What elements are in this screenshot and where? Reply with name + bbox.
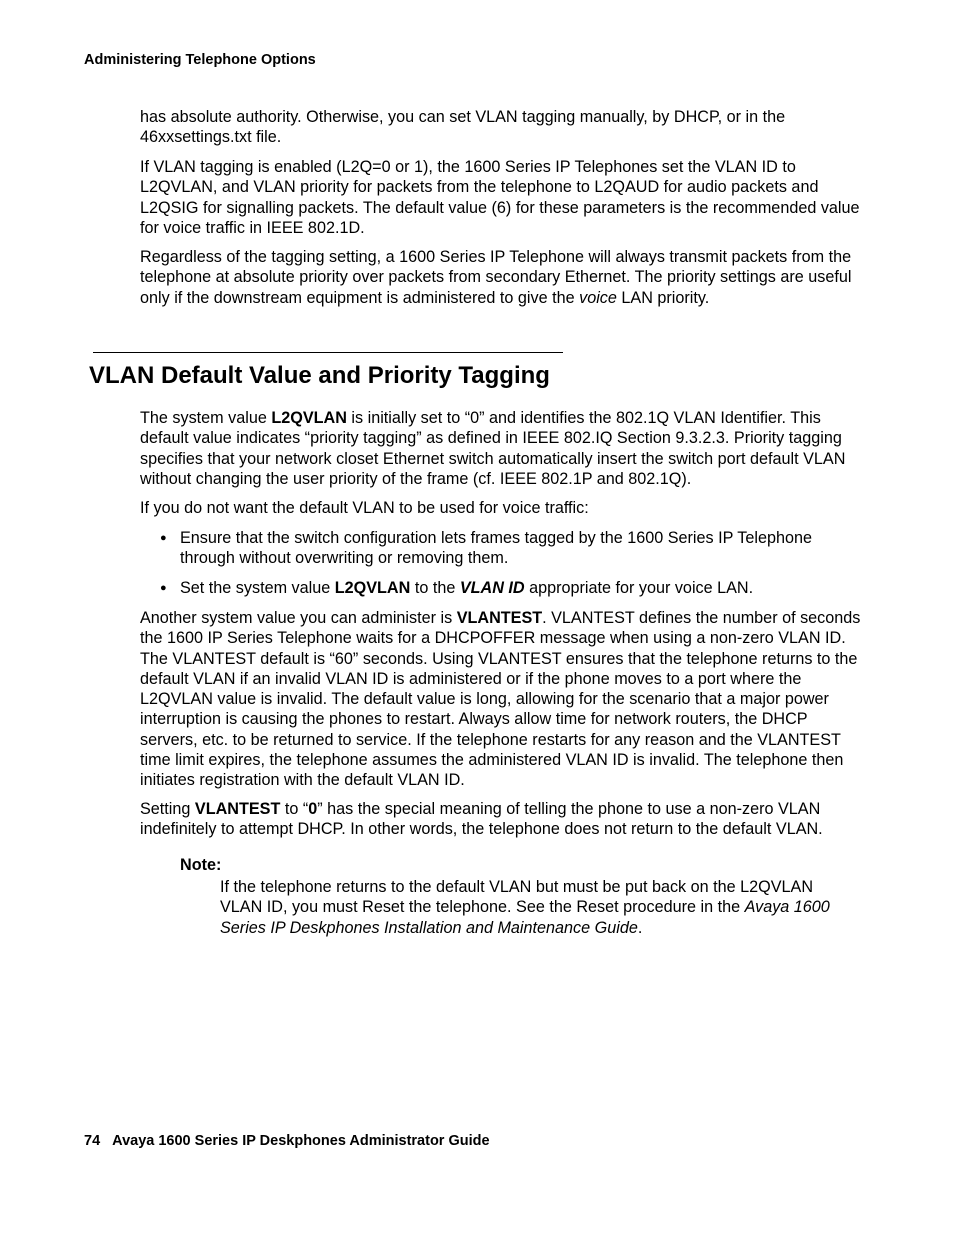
running-header: Administering Telephone Options bbox=[84, 52, 316, 68]
section-paragraph-4: Setting VLANTEST to “0” has the special meaning of telling the phone to use a non-zero VLAN indefinitely to attempt DHCP. In other words, the telephone does not return to the default VLAN. bbox=[140, 800, 823, 839]
guide-title-reference: Avaya 1600 Series IP Deskphones Installation and Maintenance Guide bbox=[220, 898, 830, 937]
footer-doc-title: Avaya 1600 Series IP Deskphones Administrator Guide bbox=[112, 1133, 490, 1149]
note-text: If the telephone returns to the default VLAN but must be put back on the L2QVLAN VLAN ID, you must Reset the telephone. See the Reset procedure in the Avaya 1600 Series IP Deskphones Installation and Maintenance Guide. bbox=[220, 878, 830, 937]
term-vlan-id: VLAN ID bbox=[459, 579, 525, 597]
intro-paragraph-3: Regardless of the tagging setting, a 1600 Series IP Telephone will always transmit packets from the telephone at absolute priority over packets from secondary Ethernet. The priority settings are useful only if the downstream equipment is administered to give the voice LAN priority. bbox=[140, 248, 852, 307]
section-heading: VLAN Default Value and Priority Tagging bbox=[89, 362, 550, 389]
term-vlantest: VLANTEST bbox=[194, 800, 281, 818]
intro-paragraph-2: If VLAN tagging is enabled (L2Q=0 or 1), the 1600 Series IP Telephones set the VLAN ID to L2QVLAN, and VLAN priority for packets from the telephone to L2QAUD for audio packets and L2QSIG for signalling packets. The default value (6) for these parameters is the recommended value for voice traffic in IEEE 802.1D. bbox=[140, 158, 860, 237]
page-footer bbox=[84, 1133, 490, 1149]
value-zero: 0 bbox=[308, 800, 318, 818]
section-divider bbox=[93, 352, 563, 353]
bullet-text: Set the system value L2QVLAN to the VLAN ID appropriate for your voice LAN. bbox=[180, 579, 754, 597]
bullet-text: Ensure that the switch configuration lets frames tagged by the 1600 Series IP Telephone through without overwriting or removing them. bbox=[180, 529, 813, 568]
section-paragraph-2: If you do not want the default VLAN to be used for voice traffic: bbox=[140, 499, 589, 517]
term-l2qvlan: L2QVLAN bbox=[334, 579, 411, 597]
section-paragraph-1: The system value L2QVLAN is initially set to “0” and identifies the 802.1Q VLAN Identifier. This default value indicates “priority tagging” as defined in IEEE 802.IQ Section 9.3.2.3. Priority tagging specifies that your network closet Ethernet switch automatically insert the switch port default VLAN without changing the user priority of the frame (cf. IEEE 802.1P and 802.1Q). bbox=[140, 409, 846, 488]
note-label: Note: bbox=[180, 856, 222, 874]
emphasis-voice: voice bbox=[579, 288, 617, 307]
intro-paragraph-1: has absolute authority. Otherwise, you can set VLAN tagging manually, by DHCP, or in the 46xxsettings.txt file. bbox=[140, 108, 786, 147]
term-vlantest: VLANTEST bbox=[456, 609, 543, 627]
bullet-dot-icon: ● bbox=[160, 582, 167, 594]
term-l2qvlan: L2QVLAN bbox=[271, 409, 347, 427]
page-number: 74 bbox=[84, 1133, 101, 1149]
bullet-dot-icon: ● bbox=[160, 532, 167, 544]
section-paragraph-3: Another system value you can administer is VLANTEST. VLANTEST defines the number of seconds the 1600 IP Series Telephone waits for a DHCPOFFER message when using a non-zero VLAN ID. The VLANTEST default is “60” seconds. Using VLANTEST ensures that the telephone returns to the default VLAN if an invalid VLAN ID is administered or if the phone moves to a port where the L2QVLAN value is invalid. The default value is long, allowing for the scenario that a major power interruption is causing the phones to restart. Always allow time for network routers, the DHCP servers, etc. to be returned to service. If the telephone restarts for any reason and the VLANTEST time limit expires, the telephone assumes the administered VLAN ID is invalid. The telephone then initiates registration with the default VLAN ID. bbox=[140, 609, 861, 790]
